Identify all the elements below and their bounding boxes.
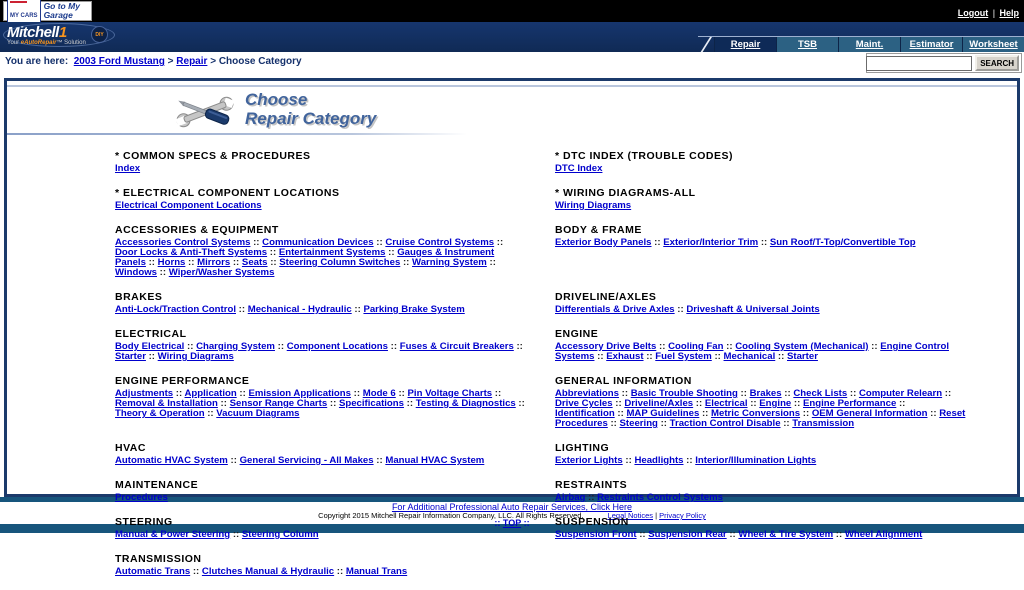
category-section [551, 224, 991, 291]
category-link[interactable]: Wheel Alignment [844, 529, 923, 540]
top-link-post: :: [521, 518, 530, 528]
category-link[interactable]: Drive Cycles [555, 398, 613, 409]
link-separator: :: [513, 341, 523, 352]
link-separator: :: [726, 529, 739, 540]
category-link[interactable]: Check Lists [793, 388, 848, 399]
category-heading: RESTRAINTS [555, 479, 628, 491]
category-links [115, 305, 527, 315]
link-separator: :: [515, 398, 525, 409]
category-heading: DRIVELINE/AXLES [555, 291, 657, 303]
category-heading: * DTC INDEX (TROUBLE CODES) [555, 150, 734, 162]
category-section [111, 516, 551, 553]
category-link[interactable]: Communication Devices [262, 237, 374, 248]
category-heading: ACCESSORIES & EQUIPMENT [115, 224, 279, 236]
link-separator: :: [267, 257, 280, 268]
link-separator: :: [614, 408, 627, 419]
category-link[interactable]: Driveshaft & Universal Joints [686, 304, 820, 315]
logo-text: Mitchell [7, 24, 59, 41]
link-separator: :: [775, 351, 787, 362]
category-heading: TRANSMISSION [115, 553, 202, 565]
category-link[interactable]: OEM General Information [811, 408, 928, 419]
category-link[interactable]: Electrical Component Locations [115, 200, 262, 211]
category-link[interactable]: Mirrors [197, 257, 231, 268]
category-section [111, 479, 551, 516]
category-links [115, 201, 527, 211]
category-link[interactable]: Suspension Rear [648, 529, 727, 540]
link-separator: :: [327, 398, 339, 409]
category-link[interactable]: Door Locks & Anti-Theft Systems [115, 247, 268, 258]
category-link[interactable]: Wiring Diagrams [555, 200, 632, 211]
category-heading: * WIRING DIAGRAMS-ALL [555, 187, 696, 199]
help-link[interactable]: Help [999, 8, 1019, 18]
category-link[interactable]: Identification [555, 408, 615, 419]
link-separator: :: [274, 341, 287, 352]
logo-one: 1 [58, 24, 67, 41]
category-link[interactable]: Body Electrical [115, 341, 185, 352]
link-separator: :: [395, 388, 408, 399]
links-divider: | [992, 8, 996, 18]
page-title-banner [7, 85, 1017, 135]
category-section [111, 328, 551, 375]
category-link[interactable]: Mode 6 [362, 388, 396, 399]
breadcrumb-separator: > [210, 56, 217, 67]
category-links [115, 342, 527, 362]
link-separator: :: [385, 247, 398, 258]
link-separator: :: [622, 455, 635, 466]
category-link[interactable]: Airbag [555, 492, 586, 503]
link-separator: :: [403, 398, 416, 409]
breadcrumb-repair-link[interactable]: Repair [176, 56, 208, 67]
link-separator: :: [612, 398, 625, 409]
category-section [111, 553, 551, 590]
category-section [551, 553, 991, 590]
category-link[interactable]: Wiring Diagrams [157, 351, 234, 362]
category-section [111, 291, 551, 328]
link-separator: :: [781, 388, 794, 399]
garage-button-label: Go to My Garage [43, 1, 80, 20]
link-separator: :: [334, 566, 346, 577]
category-link[interactable]: Testing & Diagnostics [415, 398, 516, 409]
link-separator: :: [230, 257, 242, 268]
breadcrumb-separator: > [167, 56, 174, 67]
breadcrumb [5, 56, 302, 67]
category-link[interactable]: Cooling Fan [668, 341, 724, 352]
link-separator: :: [693, 398, 705, 409]
category-link[interactable]: Brakes [749, 388, 782, 399]
category-link[interactable]: Sensor Range Charts [229, 398, 328, 409]
tagline-post: ™ Solution [56, 40, 86, 46]
category-link[interactable]: Sun Roof/T-Top/Convertible Top [769, 237, 916, 248]
top-link[interactable]: TOP [502, 518, 522, 528]
category-link[interactable]: Transmission [792, 418, 855, 429]
link-separator: :: [791, 398, 803, 409]
link-separator: :: [594, 351, 607, 362]
link-separator: :: [227, 455, 240, 466]
category-heading: ELECTRICAL [115, 328, 187, 340]
category-link[interactable]: Application [184, 388, 237, 399]
link-separator: :: [800, 408, 812, 419]
category-section [111, 187, 551, 224]
category-link[interactable]: Anti-Lock/Traction Control [115, 304, 236, 315]
category-heading: ENGINE [555, 328, 599, 340]
tagline-pre: Your [7, 40, 21, 46]
category-link[interactable]: Interior/Illumination Lights [695, 455, 817, 466]
category-link[interactable]: Starter [787, 351, 818, 362]
link-separator: :: [250, 237, 263, 248]
category-link[interactable]: Headlights [634, 455, 684, 466]
category-links [555, 389, 967, 429]
category-link[interactable]: Pin Voltage Charts [407, 388, 493, 399]
category-link[interactable]: Steering Column Switches [279, 257, 401, 268]
tab-repair[interactable] [714, 37, 776, 52]
category-link[interactable]: Accessories Control Systems [115, 237, 251, 248]
category-link[interactable]: Vacuum Diagrams [216, 408, 300, 419]
breadcrumb-current: Choose Category [218, 56, 302, 67]
link-separator: :: [657, 418, 670, 429]
link-separator: :: [236, 304, 248, 315]
category-link[interactable]: Specifications [338, 398, 404, 409]
link-separator: :: [847, 388, 859, 399]
link-separator: :: [896, 398, 906, 409]
link-separator: :: [387, 341, 400, 352]
category-section [551, 291, 991, 328]
category-link[interactable]: DTC Index [555, 163, 603, 174]
category-section [551, 328, 991, 375]
category-links [555, 305, 967, 315]
tab-tsb[interactable] [776, 37, 838, 52]
category-section [551, 187, 991, 224]
category-link[interactable]: Theory & Operation [115, 408, 205, 419]
link-separator: :: [927, 408, 940, 419]
category-heading: STEERING [115, 516, 173, 528]
category-link[interactable]: Cruise Control Systems [385, 237, 495, 248]
tab-slash-decoration [698, 37, 714, 52]
category-link[interactable]: Differentials & Drive Axles [555, 304, 675, 315]
category-links [555, 238, 967, 248]
category-link[interactable]: Clutches Manual & Hydraulic [201, 566, 335, 577]
tab-estimator[interactable] [900, 37, 962, 52]
category-heading: ENGINE PERFORMANCE [115, 375, 250, 387]
link-separator: :: [204, 408, 217, 419]
category-section [551, 150, 991, 187]
tab-label: Repair [730, 39, 761, 50]
link-separator: :: [157, 267, 169, 278]
link-separator: :: [145, 257, 158, 268]
category-link[interactable]: Fuel System [655, 351, 712, 362]
category-link[interactable]: Manual Trans [345, 566, 408, 577]
category-section [551, 375, 991, 442]
category-links [115, 567, 527, 577]
plate-label: MY CARS [10, 12, 38, 19]
category-links [115, 238, 527, 278]
tab-label: Worksheet [969, 39, 1018, 50]
breadcrumb-prefix: You are here: [5, 56, 69, 67]
category-heading: * ELECTRICAL COMPONENT LOCATIONS [115, 187, 340, 199]
category-links [555, 342, 967, 362]
search-button[interactable]: SEARCH [975, 55, 1019, 71]
crossed-wrench-screwdriver-icon [173, 90, 237, 134]
page-title-line1: Choose [245, 90, 308, 109]
category-link[interactable]: Procedures [115, 492, 168, 503]
category-links [555, 201, 967, 211]
link-separator: :: [230, 529, 242, 540]
page-title [245, 90, 376, 128]
category-links [115, 164, 527, 174]
category-link[interactable]: Warning System [412, 257, 487, 268]
tagline-brand: eAutoRepair [20, 40, 57, 46]
legal-divider: | [655, 511, 658, 520]
link-separator: :: [699, 408, 712, 419]
link-separator: :: [683, 455, 696, 466]
nav-tabs [698, 36, 1024, 52]
category-link[interactable]: Automatic Trans [115, 566, 191, 577]
categories-grid [111, 150, 1017, 590]
category-links [555, 164, 967, 174]
category-link[interactable]: Reset Procedures [555, 408, 966, 429]
category-link[interactable]: General Servicing - All Makes [239, 455, 374, 466]
link-separator: :: [494, 237, 504, 248]
category-link[interactable]: Emission Applications [248, 388, 351, 399]
link-separator: :: [185, 257, 198, 268]
category-link[interactable]: Adjustments [115, 388, 174, 399]
category-link[interactable]: Exterior/Interior Trim [663, 237, 759, 248]
category-link[interactable]: MAP Guidelines [626, 408, 700, 419]
search-input[interactable] [866, 56, 972, 71]
link-separator: :: [350, 388, 363, 399]
category-link[interactable]: Metric Conversions [711, 408, 801, 419]
privacy-policy-link[interactable]: Privacy Policy [659, 511, 706, 520]
tab-label: TSB [798, 39, 817, 50]
link-separator: :: [145, 351, 158, 362]
category-link[interactable]: Electrical [704, 398, 748, 409]
link-separator: :: [868, 341, 881, 352]
mitchell1-logo [7, 24, 104, 47]
category-link[interactable]: Starter [115, 351, 146, 362]
category-link[interactable]: Accessory Drive Belts [555, 341, 657, 352]
category-section [111, 375, 551, 442]
my-cars-plate-icon [7, 0, 41, 24]
category-link[interactable]: Gauges & Instrument Panels [115, 247, 495, 268]
diy-badge: DIY [91, 26, 108, 43]
go-to-my-garage-button[interactable] [3, 1, 92, 21]
logout-link[interactable]: Logout [957, 8, 989, 18]
category-link[interactable]: Automatic HVAC System [115, 455, 228, 466]
top-bar [0, 0, 1024, 22]
link-separator: :: [643, 351, 656, 362]
link-separator: :: [492, 388, 502, 399]
tab-label: Estimator [909, 39, 954, 50]
link-separator: :: [651, 237, 664, 248]
category-link[interactable]: Restraints Control Systems [597, 492, 723, 503]
category-link[interactable]: Cooling System (Mechanical) [735, 341, 869, 352]
link-separator: :: [486, 257, 496, 268]
category-link[interactable]: Basic Trouble Shooting [630, 388, 738, 399]
link-separator: :: [373, 455, 386, 466]
link-separator: :: [942, 388, 952, 399]
category-section [551, 442, 991, 479]
link-separator: :: [184, 341, 197, 352]
category-section [111, 442, 551, 479]
category-link[interactable]: Mechanical - Hydraulic [247, 304, 352, 315]
link-separator: :: [656, 341, 669, 352]
category-section [551, 479, 991, 516]
category-section [111, 224, 551, 291]
category-heading: LIGHTING [555, 442, 610, 454]
link-separator: :: [373, 237, 386, 248]
link-separator: :: [267, 247, 279, 258]
category-link[interactable]: Engine [759, 398, 792, 409]
category-link[interactable]: Traction Control Disable [669, 418, 781, 429]
link-separator: :: [236, 388, 249, 399]
category-link[interactable]: Manual & Power Steering [115, 529, 231, 540]
category-link[interactable]: Engine Performance [803, 398, 897, 409]
link-separator: :: [711, 351, 724, 362]
category-section [111, 150, 551, 187]
category-link[interactable]: Steering [619, 418, 658, 429]
link-separator: :: [674, 304, 687, 315]
category-heading: MAINTENANCE [115, 479, 199, 491]
category-link[interactable]: Exhaust [606, 351, 644, 362]
brand-header [0, 22, 1024, 52]
top-link-pre: :: [494, 518, 503, 528]
category-heading: * COMMON SPECS & PROCEDURES [115, 150, 311, 162]
category-link[interactable]: Wiper/Washer Systems [168, 267, 275, 278]
category-link[interactable]: Removal & Installation [115, 398, 218, 409]
category-link[interactable]: Mechanical [723, 351, 776, 362]
search-panel [866, 53, 1022, 73]
category-link[interactable]: Suspension Front [555, 529, 637, 540]
breadcrumb-bar [0, 52, 1024, 78]
additional-services-link[interactable]: For Additional Professional Auto Repair Services, Click Here [391, 502, 633, 512]
category-heading: SUSPENSION [555, 516, 629, 528]
category-heading: BRAKES [115, 291, 163, 303]
category-link[interactable]: Component Locations [286, 341, 388, 352]
tab-maint[interactable] [838, 37, 900, 52]
link-separator: :: [833, 529, 845, 540]
link-separator: :: [747, 398, 760, 409]
category-heading: GENERAL INFORMATION [555, 375, 692, 387]
legal-notices-link[interactable]: Legal Notices [607, 511, 654, 520]
category-link[interactable]: Wheel & Tire System [738, 529, 834, 540]
category-link[interactable]: Exterior Lights [555, 455, 623, 466]
category-link[interactable]: Parking Brake System [363, 304, 465, 315]
link-separator: :: [190, 566, 202, 577]
link-separator: :: [351, 304, 364, 315]
logo-tagline [7, 40, 86, 47]
category-link[interactable]: Exterior Body Panels [555, 237, 652, 248]
category-links [555, 493, 967, 503]
category-link[interactable]: Driveline/Axles [624, 398, 694, 409]
category-link[interactable]: Steering Column [241, 529, 319, 540]
category-link[interactable]: Fuses & Circuit Breakers [399, 341, 514, 352]
category-links [115, 493, 527, 503]
category-link[interactable]: Index [115, 163, 141, 174]
category-links [555, 456, 967, 466]
link-separator: :: [585, 492, 598, 503]
category-heading: HVAC [115, 442, 146, 454]
link-separator: :: [636, 529, 649, 540]
category-link[interactable]: Manual HVAC System [385, 455, 485, 466]
copyright-text: Copyright 2015 Mitchell Repair Information Company, LLC. All Rights Reserved. [318, 511, 584, 520]
category-links [115, 456, 527, 466]
tab-worksheet[interactable] [962, 37, 1024, 52]
category-link[interactable]: Charging System [196, 341, 275, 352]
category-heading: BODY & FRAME [555, 224, 642, 236]
category-link[interactable]: Entertainment Systems [278, 247, 386, 258]
category-link[interactable]: Engine Control Systems [555, 341, 949, 362]
category-link[interactable]: Windows [115, 267, 158, 278]
link-separator: :: [173, 388, 185, 399]
category-link[interactable]: Seats [241, 257, 268, 268]
link-separator: :: [607, 418, 620, 429]
category-links [555, 530, 967, 540]
link-separator: :: [737, 388, 750, 399]
link-separator: :: [618, 388, 631, 399]
category-links [115, 530, 527, 540]
category-section [551, 516, 991, 553]
category-link[interactable]: Horns [157, 257, 186, 268]
tab-label: Maint. [855, 39, 884, 50]
link-separator: :: [217, 398, 230, 409]
link-separator: :: [723, 341, 736, 352]
link-separator: :: [780, 418, 793, 429]
link-separator: :: [758, 237, 770, 248]
category-links [115, 389, 527, 419]
page-title-line2: Repair Category [245, 109, 377, 128]
breadcrumb-vehicle-link[interactable]: 2003 Ford Mustang [73, 56, 165, 67]
link-separator: :: [400, 257, 413, 268]
category-link[interactable]: Computer Relearn [858, 388, 943, 399]
category-link[interactable]: Abbreviations [555, 388, 619, 399]
